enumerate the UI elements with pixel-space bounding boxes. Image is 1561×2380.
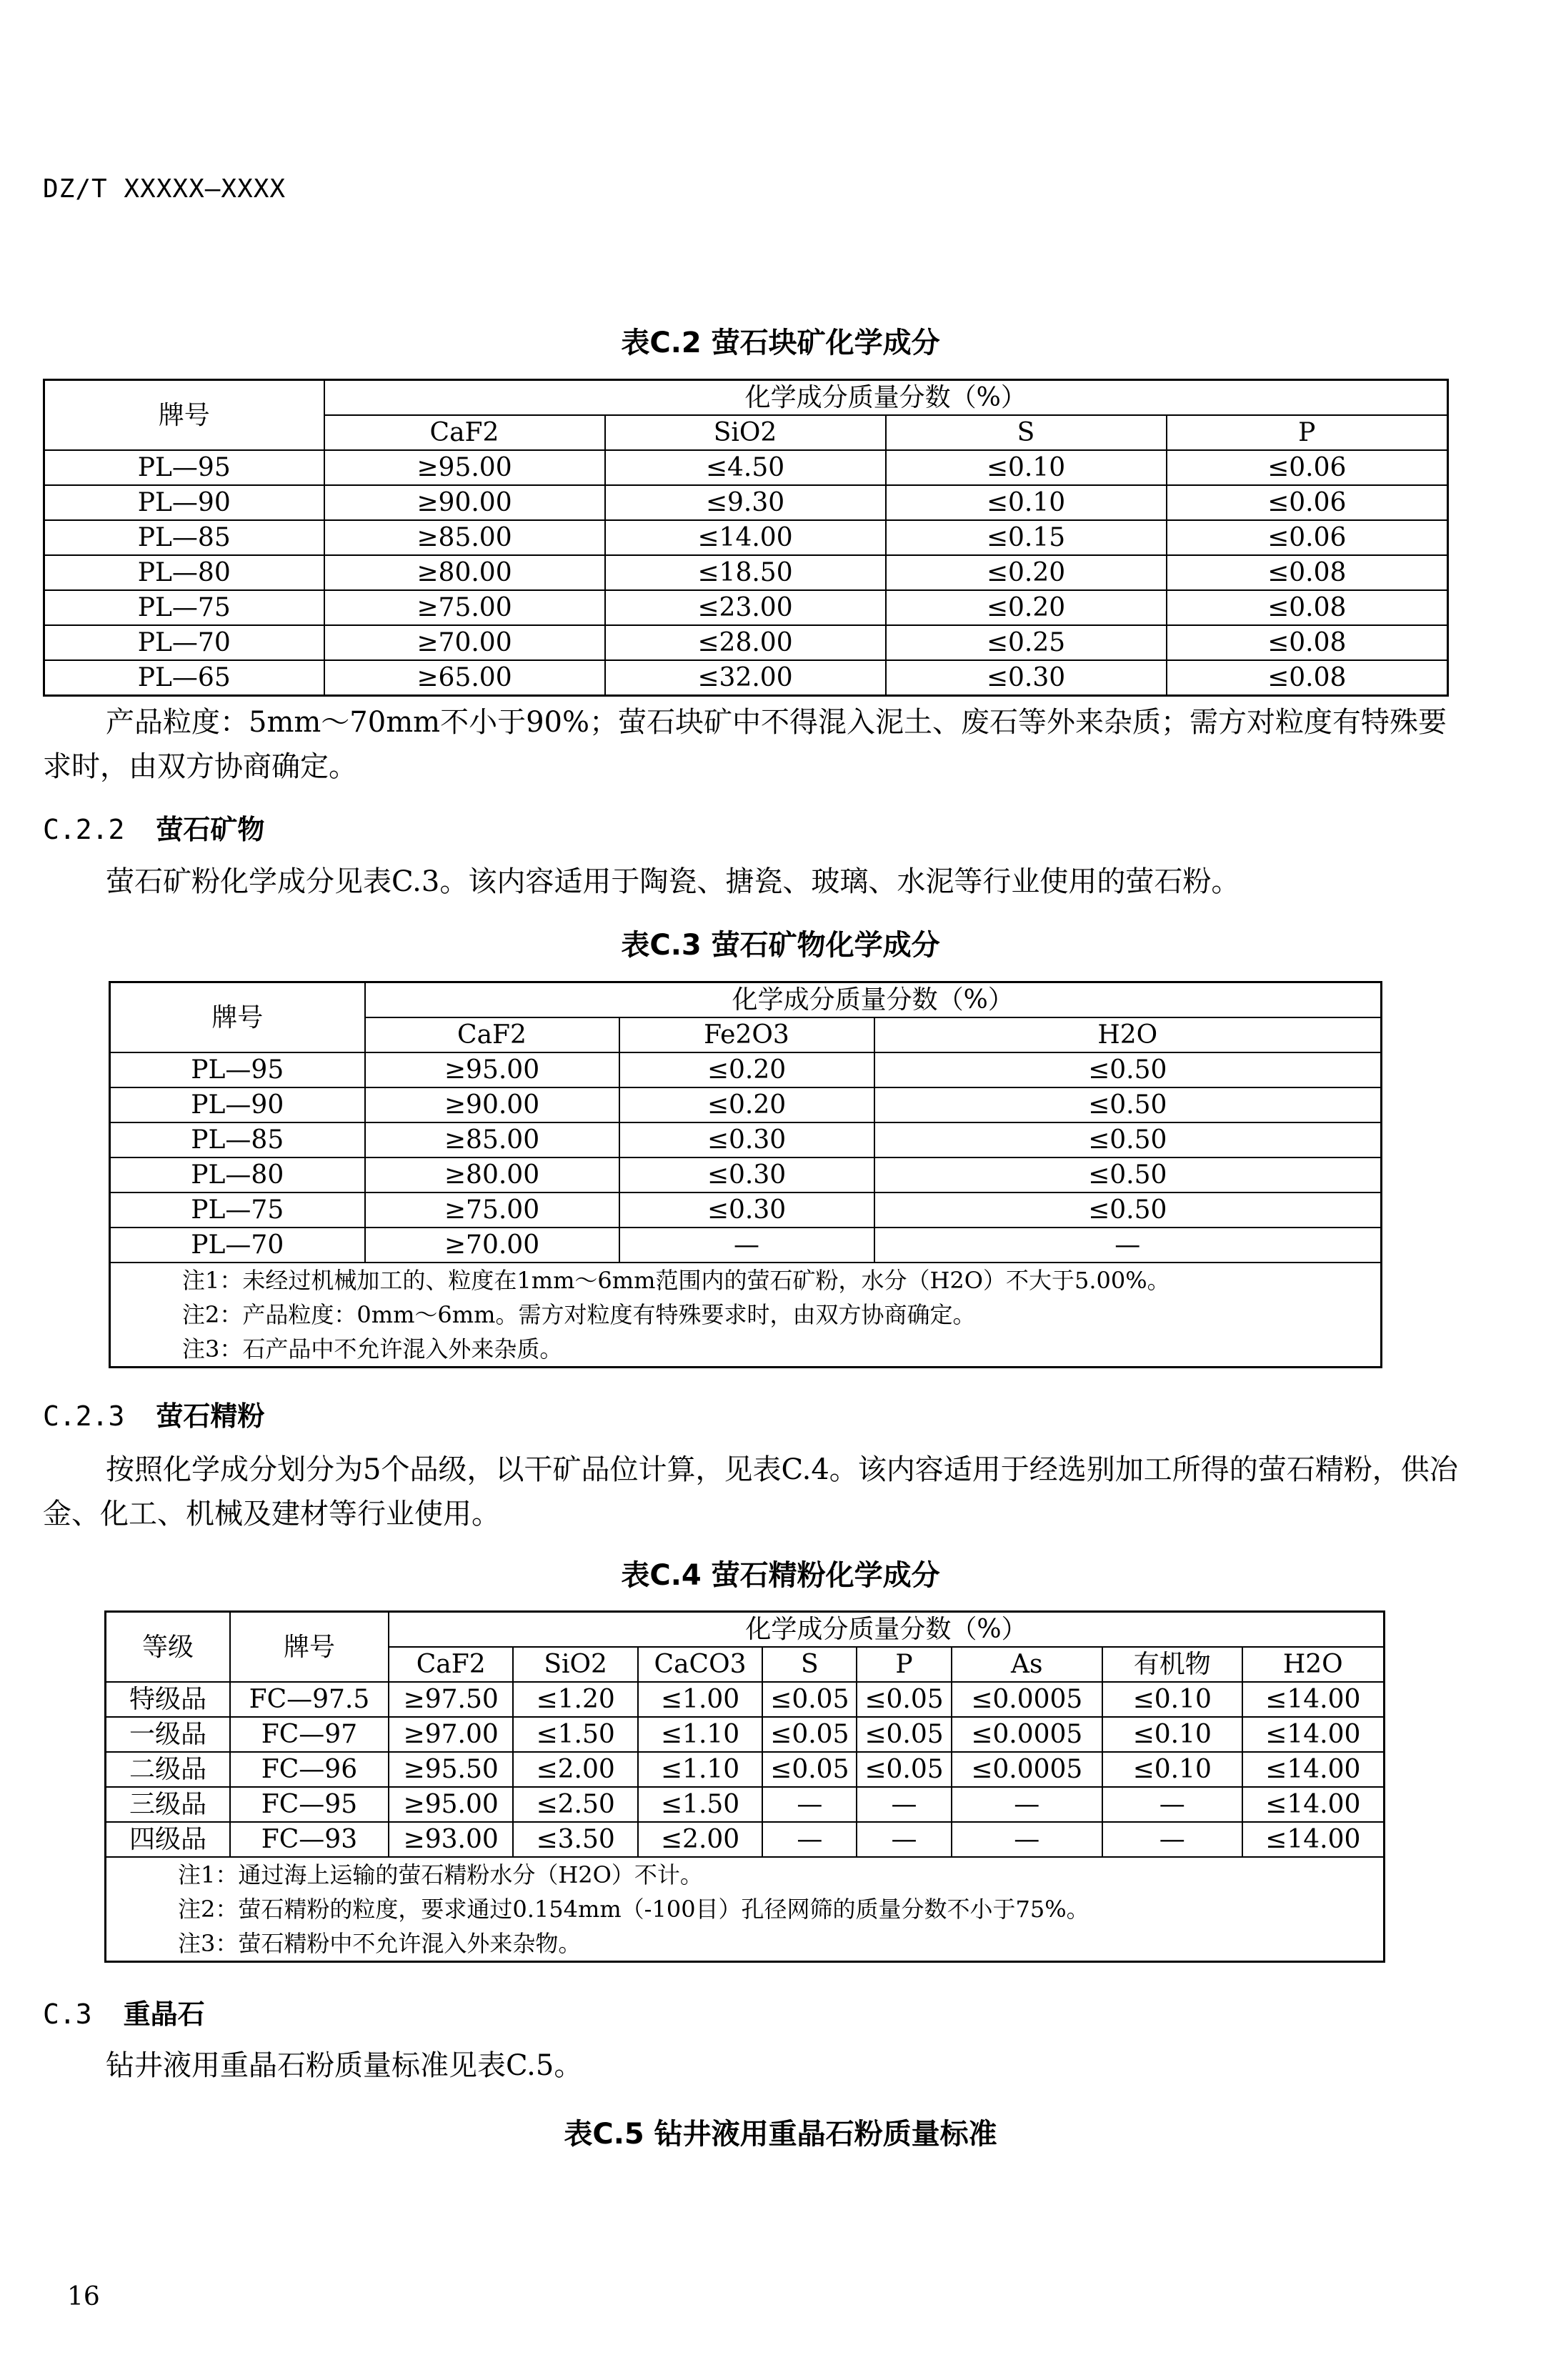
- note: 注2：产品粒度：0mm～6mm。需方对粒度有特殊要求时，由双方协商确定。: [182, 1301, 976, 1328]
- table-cell: —: [857, 1787, 951, 1822]
- table-row: [44, 520, 1448, 555]
- table-cell: ≤14.00: [1242, 1752, 1385, 1787]
- column-header: H2O: [874, 1017, 1382, 1052]
- table-cell: PL—70: [44, 625, 324, 660]
- table-row: [44, 555, 1448, 590]
- table-row: [110, 1193, 1382, 1228]
- table-cell: —: [952, 1822, 1102, 1857]
- table-cell: ≤0.06: [1167, 450, 1448, 485]
- table-cell: ≤0.20: [619, 1087, 874, 1122]
- column-header: CaF2: [365, 1017, 619, 1052]
- table-cell: ≤0.20: [619, 1052, 874, 1087]
- table-row: [110, 1122, 1382, 1157]
- table-cell: ≥85.00: [365, 1122, 619, 1157]
- table-cell: —: [952, 1787, 1102, 1822]
- document-code: DZ/T XXXXX—XXXX: [43, 174, 286, 204]
- table-cell: ≥80.00: [324, 555, 605, 590]
- section-number: C.3: [43, 1998, 92, 2030]
- table-c3-notes: [110, 1263, 1382, 1368]
- table-cell: PL—95: [44, 450, 324, 485]
- section-c23-heading: [43, 1394, 264, 1433]
- section-title: 萤石精粉: [156, 1400, 265, 1432]
- table-cell: 一级品: [106, 1717, 230, 1752]
- table-cell: ≤0.08: [1167, 625, 1448, 660]
- section-c22-text: 萤石矿粉化学成分见表C.3。该内容适用于陶瓷、搪瓷、玻璃、水泥等行业使用的萤石粉。: [106, 865, 1240, 898]
- table-cell: 特级品: [106, 1682, 230, 1717]
- table-c2-caption: 表C.2 萤石块矿化学成分: [621, 327, 940, 359]
- table-cell: PL—70: [110, 1228, 365, 1263]
- table-cell: 三级品: [106, 1787, 230, 1822]
- table-cell: ≤0.10: [886, 485, 1167, 520]
- table-cell: ≤1.50: [513, 1717, 637, 1752]
- table-cell: ≤0.50: [874, 1122, 1382, 1157]
- table-cell: ≤1.00: [638, 1682, 762, 1717]
- table-cell: ≤2.00: [513, 1752, 637, 1787]
- table-cell: PL—65: [44, 660, 324, 696]
- table-cell: PL—90: [110, 1087, 365, 1122]
- table-cell: ≤0.30: [619, 1193, 874, 1228]
- table-cell: PL—90: [44, 485, 324, 520]
- section-title: 重晶石: [123, 1998, 205, 2030]
- table-cell: ≥90.00: [365, 1087, 619, 1122]
- table-c4: [104, 1610, 1385, 1963]
- table-cell: FC—96: [230, 1752, 389, 1787]
- table-cell: FC—97: [230, 1717, 389, 1752]
- table-c2-body: [44, 450, 1448, 696]
- table-cell: —: [762, 1787, 857, 1822]
- table-cell: ≤0.30: [619, 1157, 874, 1193]
- table-cell: ≤14.00: [1242, 1682, 1385, 1717]
- table-cell: ≥93.00: [389, 1822, 513, 1857]
- table-cell: ≤2.00: [638, 1822, 762, 1857]
- table-cell: ≤0.20: [886, 555, 1167, 590]
- section-number: C.2.3: [43, 1400, 125, 1432]
- table-c2-grade-header: 牌号: [44, 380, 324, 451]
- table-c4-body: [106, 1682, 1385, 1857]
- table-cell: ≤0.10: [886, 450, 1167, 485]
- table-cell: PL—75: [44, 590, 324, 625]
- table-row: [106, 1752, 1385, 1787]
- table-cell: —: [619, 1228, 874, 1263]
- table-row: [110, 1052, 1382, 1087]
- table-cell: PL—80: [110, 1157, 365, 1193]
- column-header: P: [857, 1647, 951, 1682]
- table-row: [106, 1822, 1385, 1857]
- table-c5-caption: 表C.5 钻井液用重晶石粉质量标准: [564, 2118, 997, 2151]
- table-cell: ≤14.00: [1242, 1787, 1385, 1822]
- table-cell: ≥65.00: [324, 660, 605, 696]
- table-cell: —: [857, 1822, 951, 1857]
- table-cell: ≤0.05: [762, 1682, 857, 1717]
- table-cell: ≤0.10: [1102, 1752, 1242, 1787]
- table-cell: ≤3.50: [513, 1822, 637, 1857]
- table-row: [106, 1682, 1385, 1717]
- table-c3-group-header: 化学成分质量分数（%）: [365, 982, 1382, 1018]
- column-header: CaF2: [324, 415, 605, 450]
- table-c4-grade-header: 牌号: [230, 1612, 389, 1683]
- table-cell: ≤0.50: [874, 1157, 1382, 1193]
- table-cell: FC—97.5: [230, 1682, 389, 1717]
- table-row: [106, 1717, 1385, 1752]
- table-row: [44, 660, 1448, 696]
- table-cell: ≤0.08: [1167, 555, 1448, 590]
- table-cell: PL—85: [110, 1122, 365, 1157]
- table-cell: ≤0.0005: [952, 1752, 1102, 1787]
- table-cell: ≤14.00: [1242, 1822, 1385, 1857]
- table-cell: ≤0.10: [1102, 1682, 1242, 1717]
- table-cell: PL—75: [110, 1193, 365, 1228]
- table-cell: ≤0.06: [1167, 485, 1448, 520]
- table-cell: ≤2.50: [513, 1787, 637, 1822]
- table-row: [44, 625, 1448, 660]
- table-cell: ≤0.10: [1102, 1717, 1242, 1752]
- table-cell: ≤0.30: [619, 1122, 874, 1157]
- table-c3: [109, 981, 1382, 1368]
- column-header: CaF2: [389, 1647, 513, 1682]
- table-cell: ≤9.30: [605, 485, 886, 520]
- table-cell: ≥95.00: [324, 450, 605, 485]
- table-c2-group-header: 化学成分质量分数（%）: [324, 380, 1448, 416]
- table-cell: PL—80: [44, 555, 324, 590]
- table-row: [44, 450, 1448, 485]
- table-c3-body: [110, 1052, 1382, 1263]
- column-header: As: [952, 1647, 1102, 1682]
- column-header: Fe2O3: [619, 1017, 874, 1052]
- table-c4-caption: 表C.4 萤石精粉化学成分: [621, 1559, 940, 1592]
- section-c23-text: 按照化学成分划分为5个品级，以干矿品位计算，见表C.4。该内容适用于经选别加工所得的萤石精粉，供冶金、化工、机械及建材等行业使用。: [43, 1453, 1458, 1530]
- table-cell: ≤0.08: [1167, 590, 1448, 625]
- table-cell: ≤18.50: [605, 555, 886, 590]
- table-c4-notes: [106, 1857, 1385, 1962]
- table-cell: PL—85: [44, 520, 324, 555]
- table-cell: ≤0.50: [874, 1193, 1382, 1228]
- table-cell: ≤0.06: [1167, 520, 1448, 555]
- table-cell: ≤28.00: [605, 625, 886, 660]
- table-cell: PL—95: [110, 1052, 365, 1087]
- column-header: CaCO3: [638, 1647, 762, 1682]
- table-cell: ≥75.00: [365, 1193, 619, 1228]
- section-number: C.2.2: [43, 814, 125, 845]
- table-cell: ≤0.25: [886, 625, 1167, 660]
- table-cell: ≤0.50: [874, 1052, 1382, 1087]
- table-row: [110, 1087, 1382, 1122]
- section-c3-heading: [43, 1992, 205, 2031]
- table-cell: ≤1.10: [638, 1752, 762, 1787]
- table-cell: ≥90.00: [324, 485, 605, 520]
- table-cell: ≤0.0005: [952, 1682, 1102, 1717]
- table-cell: ≥70.00: [324, 625, 605, 660]
- section-c3-text: 钻井液用重晶石粉质量标准见表C.5。: [106, 2049, 583, 2082]
- note: 注1：通过海上运输的萤石精粉水分（H2O）不计。: [178, 1861, 703, 1888]
- table-cell: ≤14.00: [1242, 1717, 1385, 1752]
- table-cell: ≤1.50: [638, 1787, 762, 1822]
- table-cell: ≤23.00: [605, 590, 886, 625]
- table-cell: ≤0.05: [857, 1682, 951, 1717]
- table-cell: ≥80.00: [365, 1157, 619, 1193]
- table-cell: FC—93: [230, 1822, 389, 1857]
- table-cell: ≤0.30: [886, 660, 1167, 696]
- table-cell: —: [1102, 1787, 1242, 1822]
- table-c2-after-text: 产品粒度：5mm～70mm不小于90%；萤石块矿中不得混入泥土、废石等外来杂质；需方对粒度有特殊要求时，由双方协商确定。: [43, 706, 1447, 783]
- column-header: SiO2: [513, 1647, 637, 1682]
- column-header: S: [762, 1647, 857, 1682]
- column-header: S: [886, 415, 1167, 450]
- note: 注1：未经过机械加工的、粒度在1mm～6mm范围内的萤石矿粉，水分（H2O）不大于5.00%。: [182, 1267, 1170, 1294]
- table-c3-grade-header: 牌号: [110, 982, 365, 1053]
- table-cell: ≤0.0005: [952, 1717, 1102, 1752]
- table-cell: ≥95.50: [389, 1752, 513, 1787]
- note: 注3：萤石精粉中不允许混入外来杂物。: [178, 1930, 582, 1957]
- table-cell: 二级品: [106, 1752, 230, 1787]
- table-cell: ≤4.50: [605, 450, 886, 485]
- note: 注3：石产品中不允许混入外来杂质。: [182, 1335, 563, 1363]
- page-number: 16: [67, 2282, 100, 2311]
- column-header: SiO2: [605, 415, 886, 450]
- table-cell: ≤0.05: [857, 1752, 951, 1787]
- table-row: [106, 1787, 1385, 1822]
- table-cell: ≤14.00: [605, 520, 886, 555]
- table-cell: ≥70.00: [365, 1228, 619, 1263]
- column-header: H2O: [1242, 1647, 1385, 1682]
- table-c4-group-header: 化学成分质量分数（%）: [389, 1612, 1385, 1648]
- table-cell: FC—95: [230, 1787, 389, 1822]
- table-cell: ≤0.20: [886, 590, 1167, 625]
- table-cell: ≤1.20: [513, 1682, 637, 1717]
- table-cell: ≤1.10: [638, 1717, 762, 1752]
- table-cell: —: [1102, 1822, 1242, 1857]
- table-row: [44, 590, 1448, 625]
- table-c2: [43, 379, 1449, 697]
- table-cell: ≤0.08: [1167, 660, 1448, 696]
- table-cell: ≤0.05: [762, 1717, 857, 1752]
- table-cell: ≤0.05: [762, 1752, 857, 1787]
- note: 注2：萤石精粉的粒度，要求通过0.154mm（-100目）孔径网筛的质量分数不小于75%。: [178, 1896, 1089, 1923]
- table-cell: ≤0.05: [857, 1717, 951, 1752]
- column-header: 有机物: [1102, 1647, 1242, 1682]
- table-cell: —: [762, 1822, 857, 1857]
- table-row: [110, 1157, 1382, 1193]
- table-c4-level-header: 等级: [106, 1612, 230, 1683]
- table-cell: ≥75.00: [324, 590, 605, 625]
- table-row: [110, 1228, 1382, 1263]
- table-cell: ≥97.50: [389, 1682, 513, 1717]
- table-cell: ≥85.00: [324, 520, 605, 555]
- table-cell: ≤0.15: [886, 520, 1167, 555]
- column-header: P: [1167, 415, 1448, 450]
- table-cell: ≥97.00: [389, 1717, 513, 1752]
- section-title: 萤石矿物: [156, 814, 265, 845]
- table-cell: 四级品: [106, 1822, 230, 1857]
- section-c22-heading: [43, 807, 264, 847]
- table-cell: ≥95.00: [389, 1787, 513, 1822]
- table-cell: —: [874, 1228, 1382, 1263]
- table-cell: ≤32.00: [605, 660, 886, 696]
- table-cell: ≥95.00: [365, 1052, 619, 1087]
- table-cell: ≤0.50: [874, 1087, 1382, 1122]
- table-c3-caption: 表C.3 萤石矿物化学成分: [621, 929, 940, 962]
- table-row: [44, 485, 1448, 520]
